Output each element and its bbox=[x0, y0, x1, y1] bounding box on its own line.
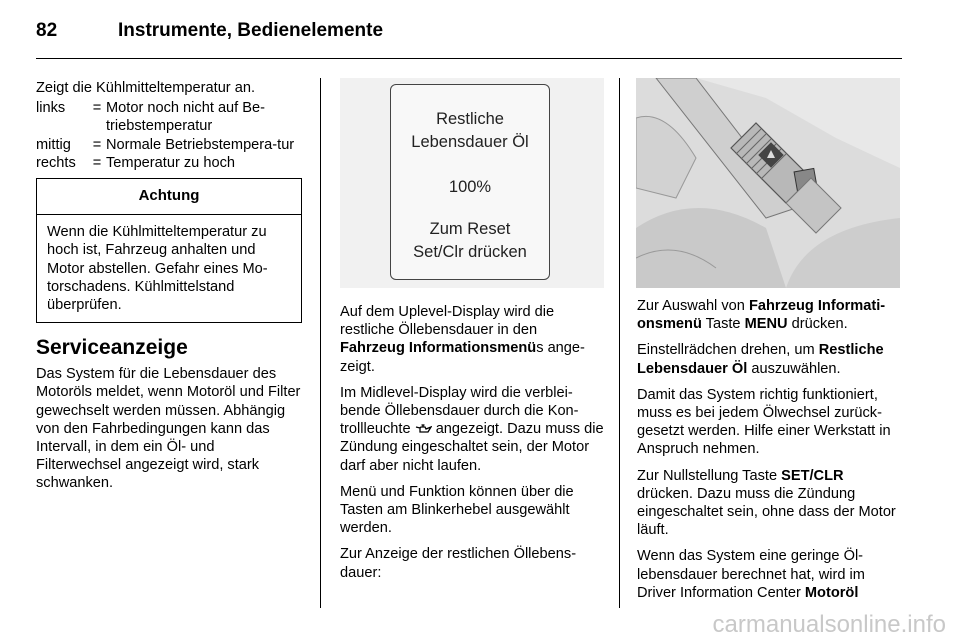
display-reset-1: Zum Reset bbox=[429, 220, 511, 238]
display-illustration bbox=[340, 78, 604, 288]
coolant-intro: Zeigt die Kühlmitteltemperatur an. bbox=[36, 80, 256, 96]
column-divider-2 bbox=[619, 78, 620, 608]
paragraph: Menü und Funktion können über die Tasten am Blinkerhebel ausgewählt werden. bbox=[340, 483, 574, 537]
definition-list bbox=[36, 99, 302, 172]
watermark: carmanualsonline.info bbox=[712, 611, 946, 638]
definition-row: links = Motor noch nicht auf Be-triebstemperatur bbox=[36, 100, 265, 135]
section-text: Das System für die Lebensdauer des Motoröls meldet, wenn Motoröl und Filter gewechselt werden müssen. Abhängig von den Fahrbedingungen kann das Intervall, in dem ein Öl- und Filterwechsel angezeigt wird, stark schwanken. bbox=[36, 366, 301, 492]
display-reset-2: Set/Clr drücken bbox=[413, 243, 527, 261]
warning-box bbox=[36, 178, 302, 323]
paragraph: Einstellrädchen drehen, um Restliche Lebensdauer Öl auszuwählen. bbox=[637, 342, 884, 377]
oil-can-icon bbox=[415, 424, 432, 434]
turn-signal-lever-illustration bbox=[636, 78, 900, 288]
paragraph: Zur Anzeige der restlichen Öllebens-dauer: bbox=[340, 546, 577, 581]
header-rule bbox=[36, 58, 902, 59]
section-heading: Serviceanzeige bbox=[36, 336, 188, 360]
warning-title: Achtung bbox=[37, 179, 301, 215]
paragraph: Zur Auswahl von Fahrzeug Informati-onsmenü Taste MENU drücken. bbox=[637, 298, 886, 333]
column-middle bbox=[340, 303, 606, 590]
page-title: Instrumente, Bedienelemente bbox=[118, 20, 384, 41]
column-left bbox=[36, 79, 302, 501]
paragraph: Auf dem Uplevel-Display wird die restliche Öllebensdauer in den Fahrzeug Informationsmenüs ange-zeigt. bbox=[340, 304, 585, 375]
definition-row: mittig = Normale Betriebstempera-tur bbox=[36, 136, 295, 153]
warning-text: Wenn die Kühlmitteltemperatur zu hoch ist, Fahrzeug anhalten und Motor abstellen. Gefahr eines Mo-torschadens. Kühlmittelstand überprüfen. bbox=[47, 224, 268, 314]
paragraph: Wenn das System eine geringe Öl-lebensdauer berechnet hat, wird im Driver Information Center Motoröl bbox=[637, 548, 865, 601]
info-display bbox=[390, 84, 550, 280]
display-line-2: Lebensdauer Öl bbox=[411, 133, 529, 151]
column-divider-1 bbox=[320, 78, 321, 608]
definition-row: rechts = Temperatur zu hoch bbox=[36, 154, 235, 171]
paragraph: Im Midlevel-Display wird die verblei-bende Öllebensdauer durch die Kon-trollleuchte angezeigt. Dazu muss die Zündung eingeschaltet sein, der Motor darf aber nicht laufen. bbox=[340, 384, 604, 474]
paragraph: Zur Nullstellung Taste SET/CLR drücken. Dazu muss die Zündung eingeschaltet sein, ohne dass der Motor läuft. bbox=[637, 467, 896, 539]
page-header bbox=[36, 20, 383, 42]
display-percent: 100% bbox=[448, 178, 492, 196]
paragraph: Damit das System richtig funktioniert, muss es bei jedem Ölwechsel zurück-gesetzt werden. Hilfe einer Werkstatt in Anspruch nehmen. bbox=[637, 386, 891, 458]
display-line-1: Restliche bbox=[436, 110, 504, 128]
column-right bbox=[637, 297, 903, 610]
page-number: 82 bbox=[36, 20, 58, 41]
